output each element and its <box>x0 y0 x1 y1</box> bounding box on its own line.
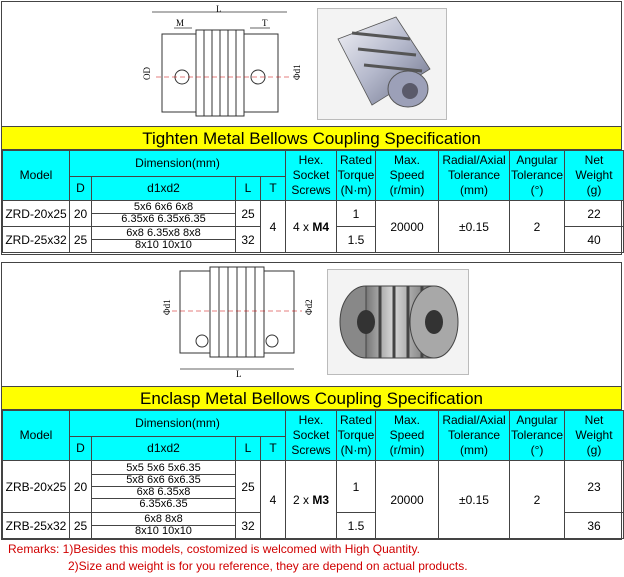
model-cell: ZRB-25x32 <box>3 513 70 539</box>
header-hex-screws: Hex. Socket Screws <box>286 411 337 461</box>
enclasp-coupling-drawing <box>152 265 322 379</box>
l-cell: 25 <box>236 201 261 227</box>
header-angular: Angular Tolerance (°) <box>510 151 565 201</box>
length-label: L <box>236 369 242 379</box>
dims-cell: 5x6 6x6 6x8 6.35x6 6.35x6.35 <box>92 201 236 227</box>
coupling-photo-image <box>318 9 446 119</box>
enclasp-coupling-photo <box>327 269 469 375</box>
tighten-coupling-photo <box>317 8 447 120</box>
margin-label: M <box>176 18 185 28</box>
model-cell: ZRD-25x32 <box>3 227 70 253</box>
header-tolerance: Radial/Axial Tolerance (mm) <box>439 151 510 201</box>
coupling-photo-image <box>328 270 468 374</box>
weight-cell: 36 <box>565 513 624 539</box>
remarks <box>8 541 468 575</box>
tighten-spec-table <box>2 150 624 253</box>
header-d: D <box>70 177 92 201</box>
d-cell: 25 <box>70 227 92 253</box>
l-cell: 32 <box>236 513 261 539</box>
speed-cell: 20000 <box>376 461 439 539</box>
header-t: T <box>261 177 286 201</box>
header-speed: Max. Speed (r/min) <box>376 411 439 461</box>
weight-cell: 40 <box>565 227 624 253</box>
enclasp-coupling-panel <box>1 262 622 540</box>
torque-cell: 1.5 <box>337 227 376 253</box>
bore-dia-label: Φd1 <box>292 64 302 80</box>
t-cell: 4 <box>261 201 286 253</box>
header-torque: Rated Torque (N·m) <box>337 411 376 461</box>
torque-cell: 1 <box>337 461 376 513</box>
l-cell: 25 <box>236 461 261 513</box>
tolerance-cell: ±0.15 <box>439 201 510 253</box>
t-cell: 4 <box>261 461 286 539</box>
outer-dia-label: OD <box>142 67 152 80</box>
header-weight: Net Weight (g) <box>565 151 624 201</box>
tighten-coupling-drawing <box>132 4 312 122</box>
header-t: T <box>261 437 286 461</box>
header-dimension: Dimension(mm) <box>70 151 286 177</box>
header-model: Model <box>3 151 70 201</box>
table-row <box>3 461 624 513</box>
tolerance-cell: ±0.15 <box>439 461 510 539</box>
dims-cell: 5x5 5x6 5x6.35 5x8 6x6 6x6.35 6x8 6.35x8 6.35x6.35 <box>92 461 236 513</box>
bore-dia-label: Φd1 <box>162 299 172 315</box>
header-model: Model <box>3 411 70 461</box>
d-cell: 25 <box>70 513 92 539</box>
header-l: L <box>236 177 261 201</box>
thread-label: T <box>262 18 268 28</box>
d-cell: 20 <box>70 201 92 227</box>
weight-cell: 22 <box>565 201 624 227</box>
header-angular: Angular Tolerance (°) <box>510 411 565 461</box>
angular-cell: 2 <box>510 461 565 539</box>
l-cell: 32 <box>236 227 261 253</box>
dims-cell: 6x8 8x8 8x10 10x10 <box>92 513 236 539</box>
model-cell: ZRD-20x25 <box>3 201 70 227</box>
remark-line-1: Remarks: 1)Besides this models, costomized is welcomed with High Quantity. <box>8 542 420 556</box>
header-l: L <box>236 437 261 461</box>
screws-cell: 2 x M3 <box>286 461 337 539</box>
angular-cell: 2 <box>510 201 565 253</box>
header-dimension: Dimension(mm) <box>70 411 286 437</box>
screws-cell: 4 x M4 <box>286 201 337 253</box>
header-d1xd2: d1xd2 <box>92 177 236 201</box>
remark-line-2: 2)Size and weight is for you reference, they are depend on actual products. <box>68 559 468 573</box>
bore-dia2-label: Φd2 <box>304 299 314 315</box>
table-row <box>3 201 624 227</box>
header-weight: Net Weight (g) <box>565 411 624 461</box>
weight-cell: 23 <box>565 461 624 513</box>
tighten-coupling-panel <box>1 1 622 255</box>
length-label: L <box>216 4 222 14</box>
enclasp-spec-table <box>2 410 624 539</box>
header-hex-screws: Hex. Socket Screws <box>286 151 337 201</box>
header-d1xd2: d1xd2 <box>92 437 236 461</box>
torque-cell: 1 <box>337 201 376 227</box>
model-cell: ZRB-20x25 <box>3 461 70 513</box>
header-torque: Rated Torque (N·m) <box>337 151 376 201</box>
header-tolerance: Radial/Axial Tolerance (mm) <box>439 411 510 461</box>
header-speed: Max. Speed (r/min) <box>376 151 439 201</box>
header-d: D <box>70 437 92 461</box>
speed-cell: 20000 <box>376 201 439 253</box>
d-cell: 20 <box>70 461 92 513</box>
tighten-section-title: Tighten Metal Bellows Coupling Specification <box>2 126 621 150</box>
enclasp-section-title: Enclasp Metal Bellows Coupling Specification <box>2 386 621 410</box>
dims-cell: 6x8 6.35x8 8x8 8x10 10x10 <box>92 227 236 253</box>
torque-cell: 1.5 <box>337 513 376 539</box>
